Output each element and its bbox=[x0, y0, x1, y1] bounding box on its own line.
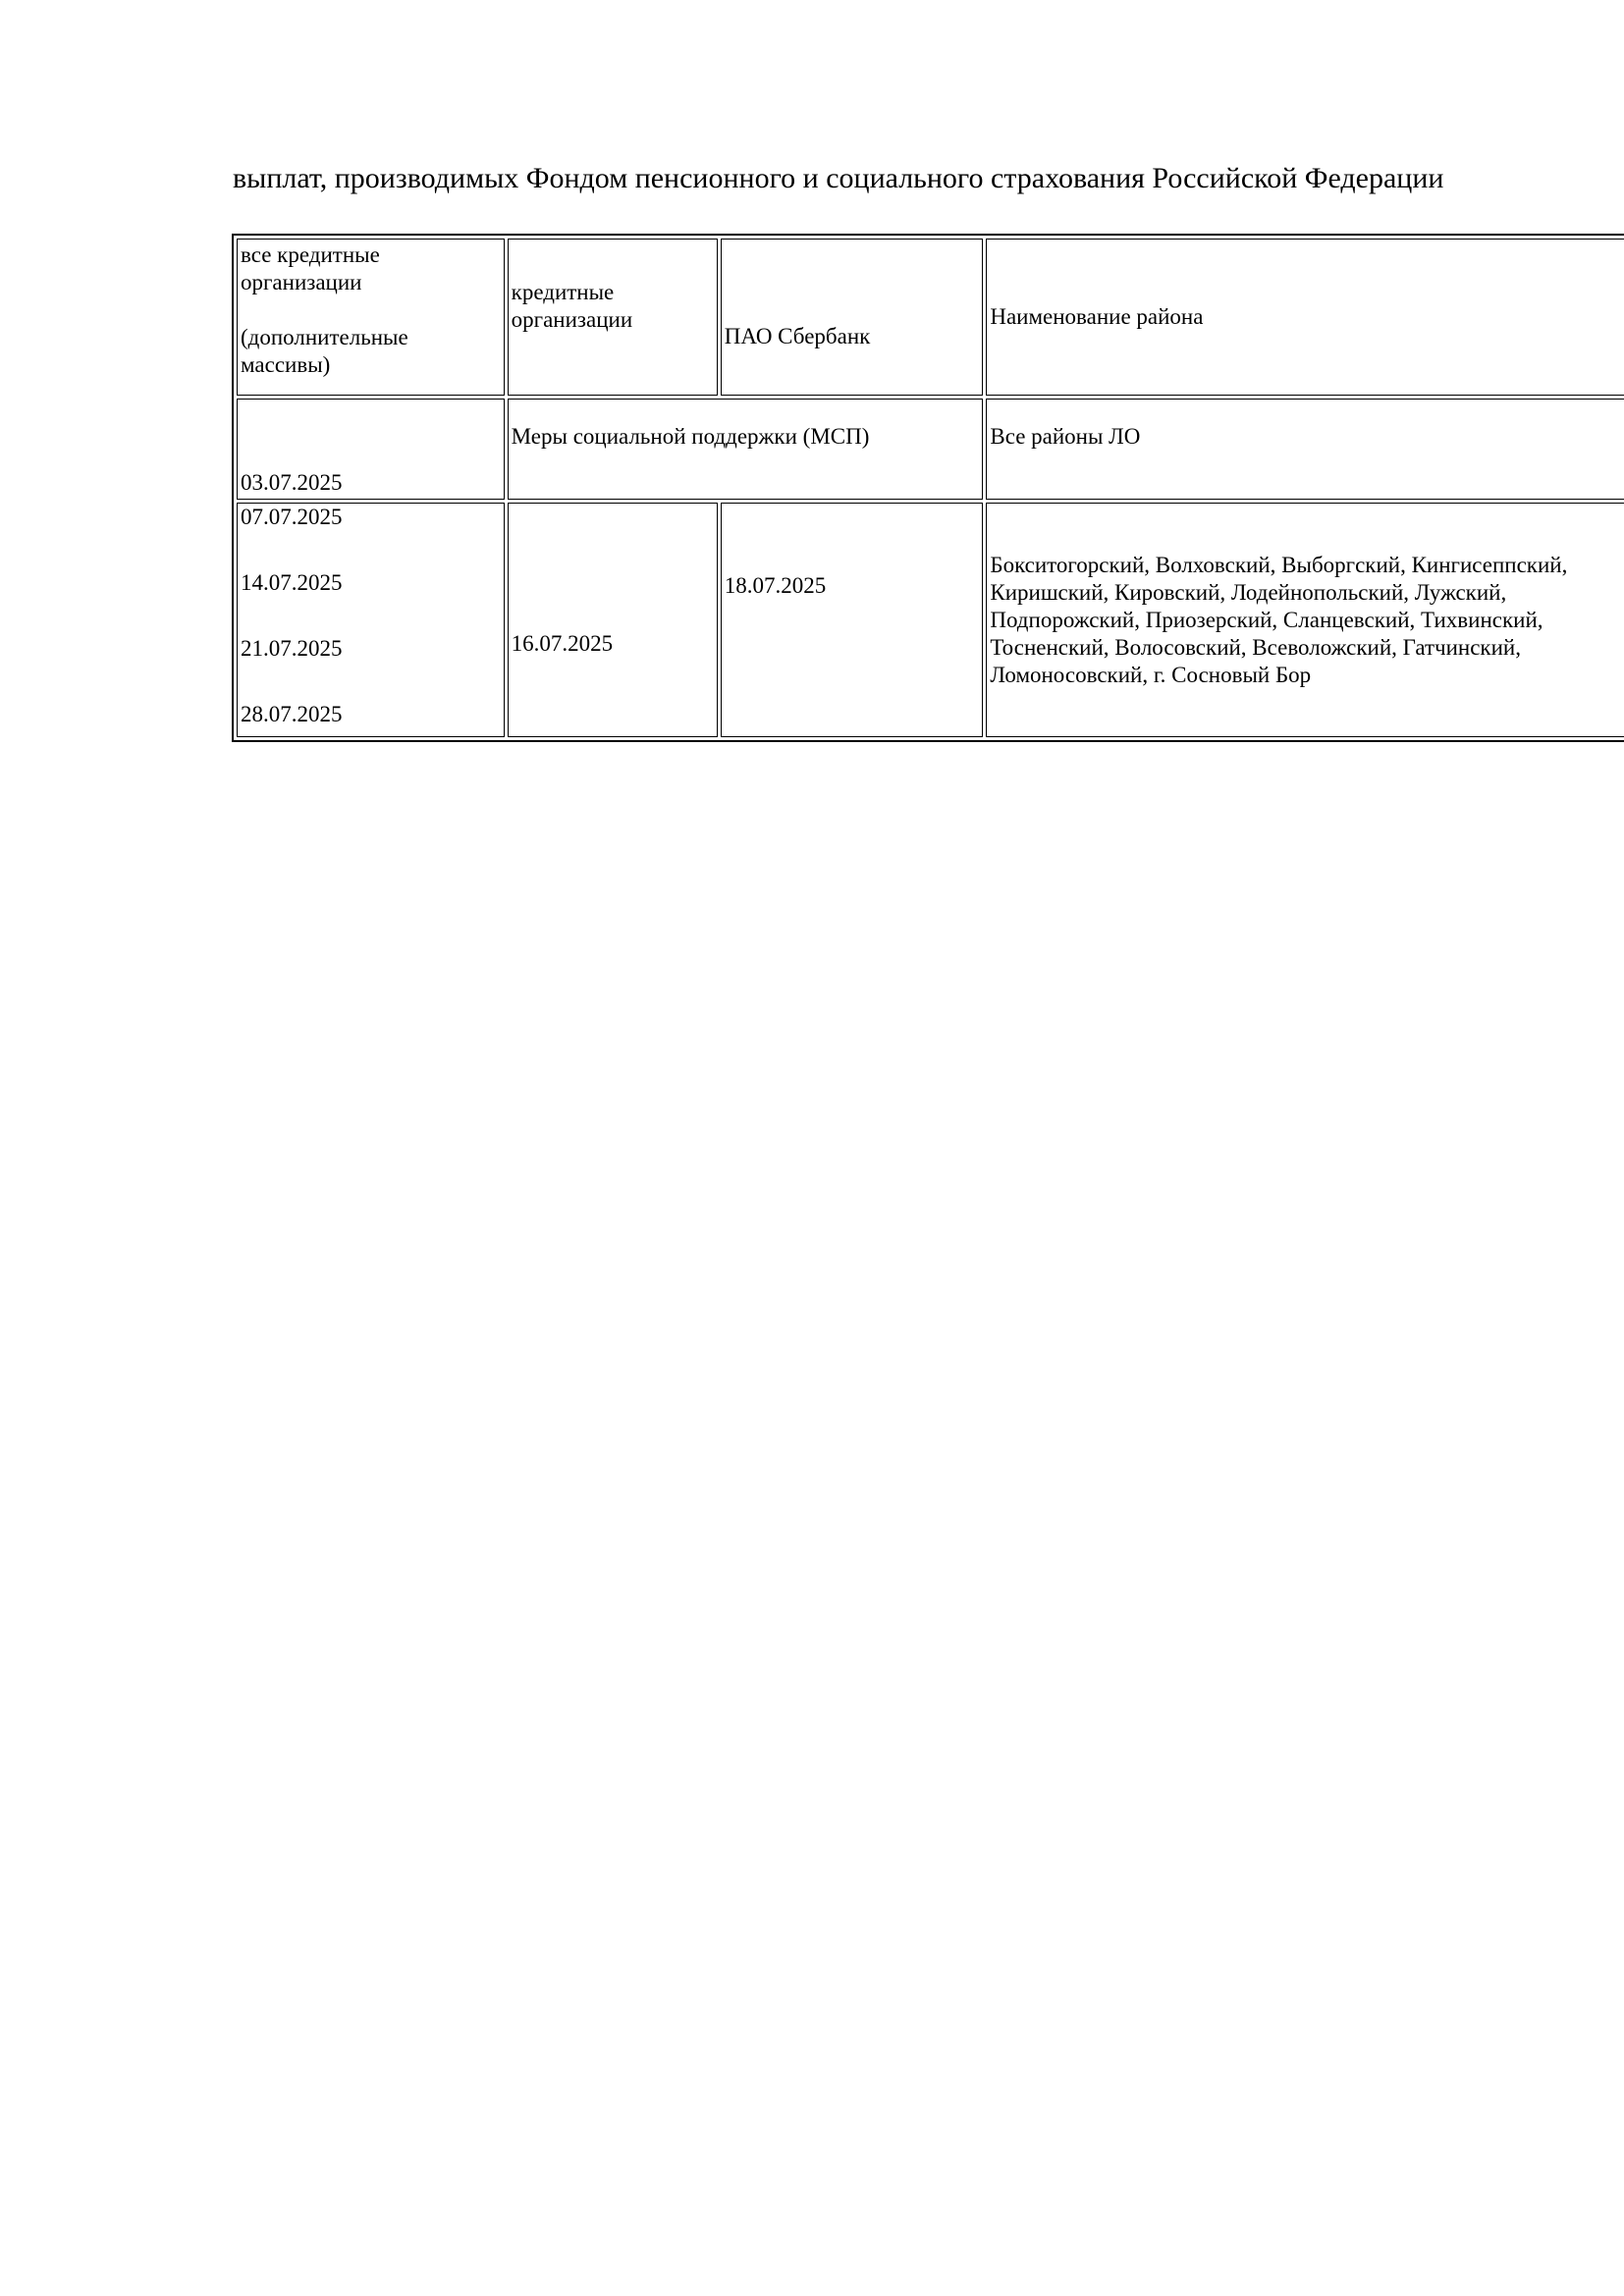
credit-orgs-date-cell bbox=[508, 503, 718, 737]
header-additional-arrays-label: (дополнительные массивы) bbox=[241, 325, 408, 377]
header-sberbank bbox=[721, 239, 984, 396]
table-row-dates bbox=[237, 503, 1624, 737]
header-sberbank-label: ПАО Сбербанк bbox=[724, 324, 871, 348]
msp-date: 03.07.2025 bbox=[241, 470, 343, 495]
extra-date: 28.07.2025 bbox=[241, 702, 343, 726]
payment-schedule-table bbox=[232, 234, 1624, 742]
sberbank-date: 18.07.2025 bbox=[724, 573, 827, 598]
sberbank-date-cell bbox=[721, 503, 984, 737]
msp-date-cell bbox=[237, 399, 505, 500]
header-credit-orgs-label: кредитные организации bbox=[511, 280, 633, 332]
extra-date: 21.07.2025 bbox=[241, 636, 343, 661]
table-header-row bbox=[237, 239, 1624, 396]
msp-district-cell bbox=[986, 399, 1624, 500]
districts-cell bbox=[986, 503, 1624, 737]
header-all-credit-orgs bbox=[237, 239, 505, 396]
table-row-msp bbox=[237, 399, 1624, 500]
header-all-credit-orgs-label: все кредитные организации bbox=[241, 242, 380, 294]
document-title: выплат, производимых Фондом пенсионного и социального страхования Российской Федерации bbox=[233, 162, 1444, 194]
msp-measure: Меры социальной поддержки (МСП) bbox=[511, 423, 870, 449]
msp-district: Все районы ЛО bbox=[990, 423, 1141, 449]
header-credit-orgs bbox=[508, 239, 718, 396]
header-district-name-label: Наименование района bbox=[990, 304, 1204, 329]
extra-date: 14.07.2025 bbox=[241, 570, 343, 595]
extra-date: 07.07.2025 bbox=[241, 505, 343, 529]
districts-list: Бокситогорский, Волховский, Выборгский, Кингисеппский, Киришский, Кировский, Лодейнопольский, Лужский, Подпорожский, Приозерский, Сланцевский, Тихвинский, Тосненский, Волосовский, Всеволожский, Гатчинский, Ломоносовский, г. Сосновый Бор bbox=[990, 552, 1568, 687]
msp-measure-cell bbox=[508, 399, 984, 500]
header-district-name bbox=[986, 239, 1624, 396]
payment-schedule-table-wrapper bbox=[232, 234, 1624, 751]
extra-dates-cell bbox=[237, 503, 505, 737]
credit-orgs-date: 16.07.2025 bbox=[511, 630, 614, 656]
